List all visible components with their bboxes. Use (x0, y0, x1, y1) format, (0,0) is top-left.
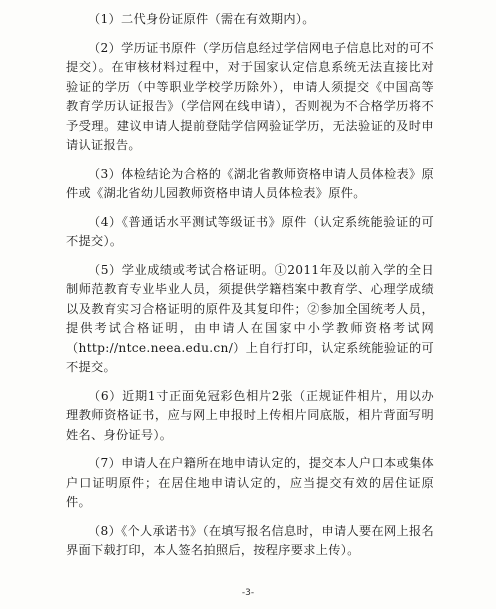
paragraph-photos: （6）近期1寸正面免冠彩色相片2张（正规证件相片，用以办理教师资格证书，应与网上申报时上传相片同底版，相片背面写明姓名、身份证号）。 (66, 388, 434, 442)
paragraph-medical-exam: （3）体检结论为合格的《湖北省教师资格申请人员体检表》原件或《湖北省幼儿园教师资格申请人员体检表》原件。 (66, 166, 434, 200)
paragraph-diploma: （2）学历证书原件（学历信息经过学信网电子信息比对的可不提交）。在审核材料过程中，对于国家认定信息系统无法直接比对验证的学历（中等职业学校学历除外），申请人须提交《中国高等教育学历认证报告》（学信网在线申请），否则视为不合格学历将不予受理。建议申请人提前登陆学信网验证学历，无法验证的及时申请认证报告。 (66, 40, 434, 152)
paragraph-personal-commitment: （8）《个人承诺书》（在填写报名信息时，申请人要在网上报名界面下载打印，本人签名拍照后，按程序要求上传）。 (66, 523, 434, 557)
paragraph-household-register: （7）申请人在户籍所在地申请认定的，提交本人户口本或集体户口证明原件；在居住地申请认定的，应当提交有效的居住证原件。 (66, 456, 434, 509)
document-body (66, 10, 434, 570)
page-number: -3- (241, 588, 255, 598)
paragraph-mandarin-certificate: （4）《普通话水平测试等级证书》原件（认定系统能验证的可不提交）。 (66, 214, 434, 248)
paragraph-academic-records: （5）学业成绩或考试合格证明。①2011年及以前入学的全日制师范教育专业毕业人员，须提供学籍档案中教育学、心理学成绩以及教育实习合格证明的原件及其复印件；②参加全国统考人员，提供考试合格证明，由申请人在国家中小学教师资格考试网（http://ntce.neea.edu.cn/）上自行打印，认定系统能验证的可不提交。 (66, 262, 434, 374)
paragraph-id-card: （1）二代身份证原件（需在有效期内）。 (88, 12, 315, 26)
